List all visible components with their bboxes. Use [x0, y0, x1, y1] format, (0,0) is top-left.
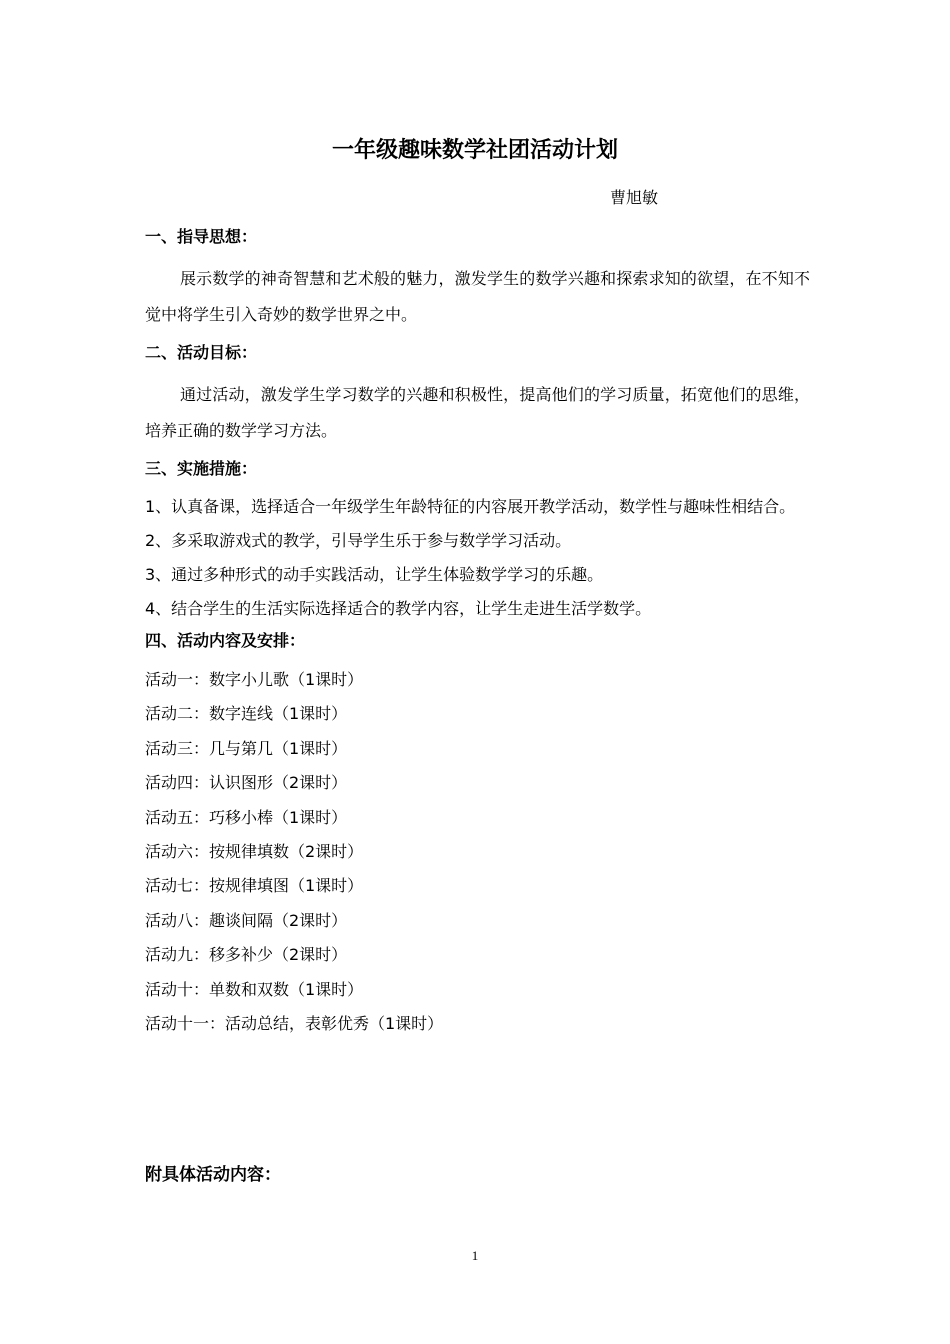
activity-item: 活动二：数字连线（1课时）	[145, 704, 348, 724]
document-body	[145, 225, 810, 1041]
activity-item: 活动一：数字小儿歌（1课时）	[145, 670, 364, 689]
section-heading-guiding-thought: 一、指导思想：	[145, 227, 258, 246]
activity-item: 活动七：按规律填图（1课时）	[145, 876, 364, 896]
activity-item: 活动四：认识图形（2课时）	[145, 773, 348, 793]
activity-item: 活动十一：活动总结，表彰优秀（1课时）	[145, 1013, 444, 1033]
section-heading-activities: 四、活动内容及安排：	[145, 631, 306, 650]
activity-item: 活动五：巧移小棒（1课时）	[145, 807, 348, 827]
activity-item: 活动十：单数和双数（1课时）	[145, 979, 364, 999]
activity-list	[145, 663, 810, 1041]
section-heading-measures: 三、实施措施：	[145, 459, 258, 478]
section-text-goals: 通过活动，激发学生学习数学的兴趣和积极性，提高他们的学习质量，拓宽他们的思维，培养正确的数学学习方法。	[145, 385, 810, 440]
section-heading-goals: 二、活动目标：	[145, 343, 258, 362]
activity-item: 活动三：几与第几（1课时）	[145, 738, 348, 758]
list-item: 3、通过多种形式的动手实践活动，让学生体验数学学习的乐趣。	[145, 565, 604, 584]
activity-item: 活动八：趣谈间隔（2课时）	[145, 910, 348, 930]
section-text-guiding-thought: 展示数学的神奇智慧和艺术般的魅力，激发学生的数学兴趣和探索求知的欲望，在不知不觉中将学生引入奇妙的数学世界之中。	[145, 269, 810, 324]
author-name: 曹旭敏	[610, 188, 659, 207]
list-item: 4、结合学生的生活实际选择适合的教学内容，让学生走进生活学数学。	[145, 599, 652, 618]
document-title: 一年级趣味数学社团活动计划	[331, 138, 618, 163]
list-item: 2、多采取游戏式的教学，引导学生乐于参与数学学习活动。	[145, 531, 572, 550]
appendix-heading: 附具体活动内容：	[145, 1165, 281, 1185]
list-item: 1、认真备课，选择适合一年级学生年龄特征的内容展开教学活动，数学性与趣味性相结合。	[145, 497, 796, 516]
page-number: 1	[471, 1248, 479, 1263]
activity-item: 活动六：按规律填数（2课时）	[145, 841, 364, 861]
measures-list	[145, 489, 810, 627]
activity-item: 活动九：移多补少（2课时）	[145, 945, 348, 965]
